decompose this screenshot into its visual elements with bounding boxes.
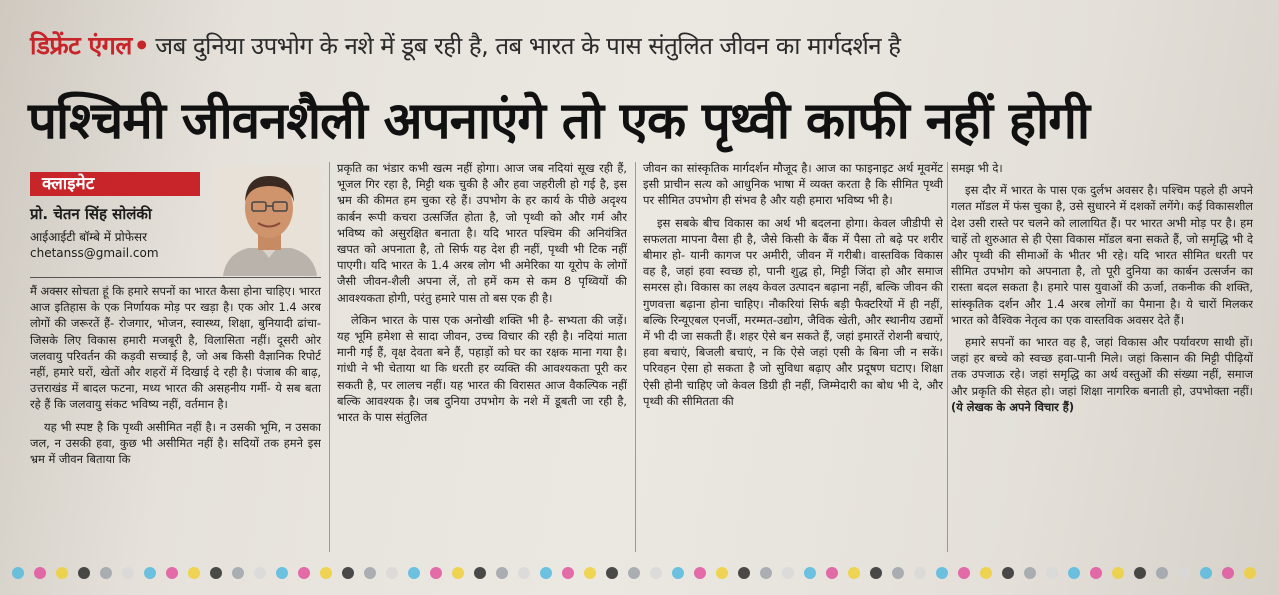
registration-dot	[1134, 567, 1146, 579]
column-divider	[947, 162, 948, 552]
registration-dot	[452, 567, 464, 579]
registration-dot	[386, 567, 398, 579]
registration-dot	[78, 567, 90, 579]
paragraph	[951, 334, 1253, 415]
registration-dot	[1200, 567, 1212, 579]
registration-dot	[12, 567, 24, 579]
print-registration-marks	[0, 563, 1279, 583]
registration-dot	[980, 567, 992, 579]
registration-dot	[672, 567, 684, 579]
registration-dot	[364, 567, 376, 579]
author-email: chetanss@gmail.com	[30, 246, 159, 260]
registration-dot	[210, 567, 222, 579]
column-3	[643, 160, 943, 555]
registration-dot	[430, 567, 442, 579]
registration-dot	[342, 567, 354, 579]
registration-dot	[320, 567, 332, 579]
registration-dot	[826, 567, 838, 579]
registration-dot	[1024, 567, 1036, 579]
registration-dot	[584, 567, 596, 579]
registration-dot	[958, 567, 970, 579]
author-separator	[30, 277, 321, 278]
registration-dot	[474, 567, 486, 579]
registration-dot	[1002, 567, 1014, 579]
registration-dot	[562, 567, 574, 579]
registration-dot	[804, 567, 816, 579]
registration-dot	[1244, 567, 1256, 579]
column-4	[951, 160, 1253, 555]
column-divider	[329, 162, 330, 552]
author-name: प्रो. चेतन सिंह सोलंकी	[30, 205, 152, 223]
paragraph: समझ भी दे।	[951, 161, 1003, 175]
registration-dot	[1178, 567, 1190, 579]
registration-dot	[518, 567, 530, 579]
registration-dot	[166, 567, 178, 579]
registration-dot	[1112, 567, 1124, 579]
section-label: क्लाइमेट	[30, 172, 200, 196]
registration-dot	[232, 567, 244, 579]
registration-dot	[100, 567, 112, 579]
registration-dot	[1222, 567, 1234, 579]
paragraph: इस दौर में भारत के पास एक दुर्लभ अवसर है। पश्चिम पहले ही अपने गलत मॉडल में फंस चुका है, उसे सुधारने में दशकों लगेंगे। कई विकासशील देश उसी रास्ते पर चलने को लालायित हैं। पर भारत अभी मोड़ पर है। हम चाहें तो शुरुआत से ही ऐसा विकास मॉडल बना सकते हैं, जो समृद्धि भी दे और पृथ्वी की सीमाओं के भीतर भी रहे। यदि भारत सीमित धरती पर सीमित उपभोग को अपनाता है, तो पूरी दुनिया का कार्बन उत्सर्जन का रास्ता बदल सकता है। हमारे पास युवाओं की ऊर्जा, तकनीक की शक्ति, सांस्कृतिक दर्शन और 1.4 अरब लोगों का पैमाना है। ये चारों मिलकर भारत को वैश्विक नेतृत्व का एक वास्तविक अवसर देते हैं।	[951, 183, 1253, 327]
registration-dot	[144, 567, 156, 579]
paragraph: जीवन का सांस्कृतिक मार्गदर्शन मौजूद है। आज का फाइनाइट अर्थ मूवमेंट इसी प्राचीन सत्य को आधुनिक भाषा में व्यक्त करता है कि सीमित पृथ्वी पर सीमित उपभोग ही संभव है और यही हमारा भविष्य भी है।	[643, 161, 943, 208]
registration-dot	[716, 567, 728, 579]
kicker-subtitle: जब दुनिया उपभोग के नशे में डूब रही है, तब भारत के पास संतुलित जीवन का मार्गदर्शन है	[155, 32, 901, 60]
registration-dot	[738, 567, 750, 579]
registration-dot	[782, 567, 794, 579]
registration-dot	[1156, 567, 1168, 579]
registration-dot	[760, 567, 772, 579]
registration-dot	[276, 567, 288, 579]
registration-dot	[188, 567, 200, 579]
column-divider	[635, 162, 636, 552]
registration-dot	[892, 567, 904, 579]
registration-dot	[1090, 567, 1102, 579]
author-role: आईआईटी बॉम्बे में प्रोफेसर	[30, 230, 148, 244]
paragraph: इस सबके बीच विकास का अर्थ भी बदलना होगा। केवल जीडीपी से सफलता मापना वैसा ही है, जैसे किसी के बैंक में पैसा तो बढ़े पर शरीर बीमार हो- यानी कागज पर अमीरी, जीवन में गरीबी। वास्तविक विकास वह है, जहां हवा स्वच्छ हो, पानी शुद्ध हो, मिट्टी जिंदा हो और समाज समरस हो। विकास का लक्ष्य केवल उत्पादन बढ़ाना नहीं, बल्कि जीवन की गुणवत्ता बढ़ाना होना चाहिए। नौकरियां सिर्फ बड़ी फैक्टरियों में ही नहीं, बल्कि रिन्यूएबल एनर्जी, मरम्मत-उद्योग, जैविक खेती, और स्थानीय उद्यमों में भी दी जा सकती हैं। शहर ऐसे बन सकते हैं, जहां इमारतें रोशनी बचाएं, हवा बचाएं, बिजली बचाएं, न कि ऐसे जहां एसी के बिना जी न सकें। परिवहन ऐसा हो सकता है जो सुविधा बढ़ाए और प्रदूषण घटाए। शिक्षा ऐसी होनी चाहिए जो केवल डिग्री ही नहीं, जिम्मेदारी का बोध भी दे, और पृथ्वी की सीमितता की	[643, 215, 943, 408]
registration-dot	[254, 567, 266, 579]
registration-dot	[936, 567, 948, 579]
registration-dot	[1068, 567, 1080, 579]
kicker-tag: डिफ्रेंट एंगल	[30, 31, 132, 60]
registration-dot	[496, 567, 508, 579]
kicker-line	[30, 28, 1260, 62]
kicker-separator: •	[133, 31, 150, 60]
registration-dot	[606, 567, 618, 579]
registration-dot	[650, 567, 662, 579]
author-box	[30, 166, 321, 276]
registration-dot	[56, 567, 68, 579]
registration-dot	[298, 567, 310, 579]
registration-dot	[1046, 567, 1058, 579]
headline: पश्चिमी जीवनशैली अपनाएंगे तो एक पृथ्वी काफी नहीं होगी	[28, 92, 1090, 151]
registration-dot	[848, 567, 860, 579]
paragraph: यह भी स्पष्ट है कि पृथ्वी असीमित नहीं है। न उसकी भूमि, न उसका जल, न उसकी हवा, कुछ भी असीमित नहीं है। सदियों तक हमने इस भ्रम में जीवन बिताया कि	[30, 419, 321, 467]
registration-dot	[408, 567, 420, 579]
registration-dot	[694, 567, 706, 579]
column-1	[30, 283, 321, 555]
registration-dot	[34, 567, 46, 579]
paragraph: प्रकृति का भंडार कभी खत्म नहीं होगा। आज जब नदियां सूख रही हैं, भूजल गिर रहा है, मिट्टी थक चुकी है और हवा जहरीली हो गई है, इस भ्रम की कीमत हम चुका रहे हैं। उपभोग के हर कार्य के पीछे अदृश्य कार्बन रूपी कचरा उत्सर्जित होता है, जो पृथ्वी को और गर्म और भविष्य को असुरक्षित बनाता है। यदि भारत पश्चिम की अनियंत्रित खपत को अपनाता है, तो सिर्फ यह देश ही नहीं, पृथ्वी भी टिक नहीं पाएगी। यदि भारत के 1.4 अरब लोग भी अमेरिका या यूरोप के लोगों जैसी जीवन-शैली अपना लें, तो हमें कम से कम 8 पृथ्वियों की आवश्यकता होगी, परंतु हमारे पास तो बस एक ही है।	[337, 161, 627, 305]
column-2	[337, 160, 627, 555]
author-photo	[218, 166, 321, 276]
registration-dot	[122, 567, 134, 579]
registration-dot	[870, 567, 882, 579]
paragraph: मैं अक्सर सोचता हूं कि हमारे सपनों का भारत कैसा होना चाहिए। भारत आज इतिहास के एक निर्णायक मोड़ पर खड़ा है। एक ओर 1.4 अरब लोगों की जरूरतें हैं- रोजगार, भोजन, स्वास्थ्य, शिक्षा, बुनियादी ढांचा- जिसके लिए विकास हमारी मजबूरी है, विलासिता नहीं। दूसरी ओर जलवायु परिवर्तन की कड़वी सच्चाई है, जो अब किसी वैज्ञानिक रिपोर्ट नहीं, हमारे घरों, खेतों और शहरों में दिखाई दे रही है। पंजाब की बाढ़, उत्तराखंड में बादल फटना, मध्य भारत की असहनीय गर्मी- ये सब बता रहे हैं कि जलवायु संकट भविष्य नहीं, वर्तमान है।	[30, 284, 321, 412]
registration-dot	[628, 567, 640, 579]
registration-dot	[914, 567, 926, 579]
registration-dot	[540, 567, 552, 579]
closing-note: (ये लेखक के अपने विचार हैं)	[951, 399, 1075, 414]
paragraph-text: हमारे सपनों का भारत वह है, जहां विकास और पर्यावरण साथी हों। जहां हर बच्चे को स्वच्छ हवा-पानी मिले। जहां किसान की मिट्टी पीढ़ियों तक उपजाऊ रहे। जहां समृद्धि का अर्थ वस्तुओं की संख्या नहीं, समाज और प्रकृति की सेहत हो। जहां शिक्षा नागरिक बनाती हो, उपभोक्ता नहीं।	[951, 335, 1253, 398]
paragraph: लेकिन भारत के पास एक अनोखी शक्ति भी है- सभ्यता की जड़ें। यह भूमि हमेशा से सादा जीवन, उच्च विचार की रही है। नदियां माता मानी गई हैं, वृक्ष देवता बने हैं, पहाड़ों को घर का रक्षक माना गया है। गांधी ने भी चेताया था कि धरती हर व्यक्ति की आवश्यकता पूरी कर सकती है, पर लालच नहीं। यह भारत की विरासत आज वैकल्पिक नहीं बल्कि आवश्यक है। जब दुनिया उपभोग के नशे में डूबती जा रही है, भारत के पास संतुलित	[337, 312, 627, 425]
